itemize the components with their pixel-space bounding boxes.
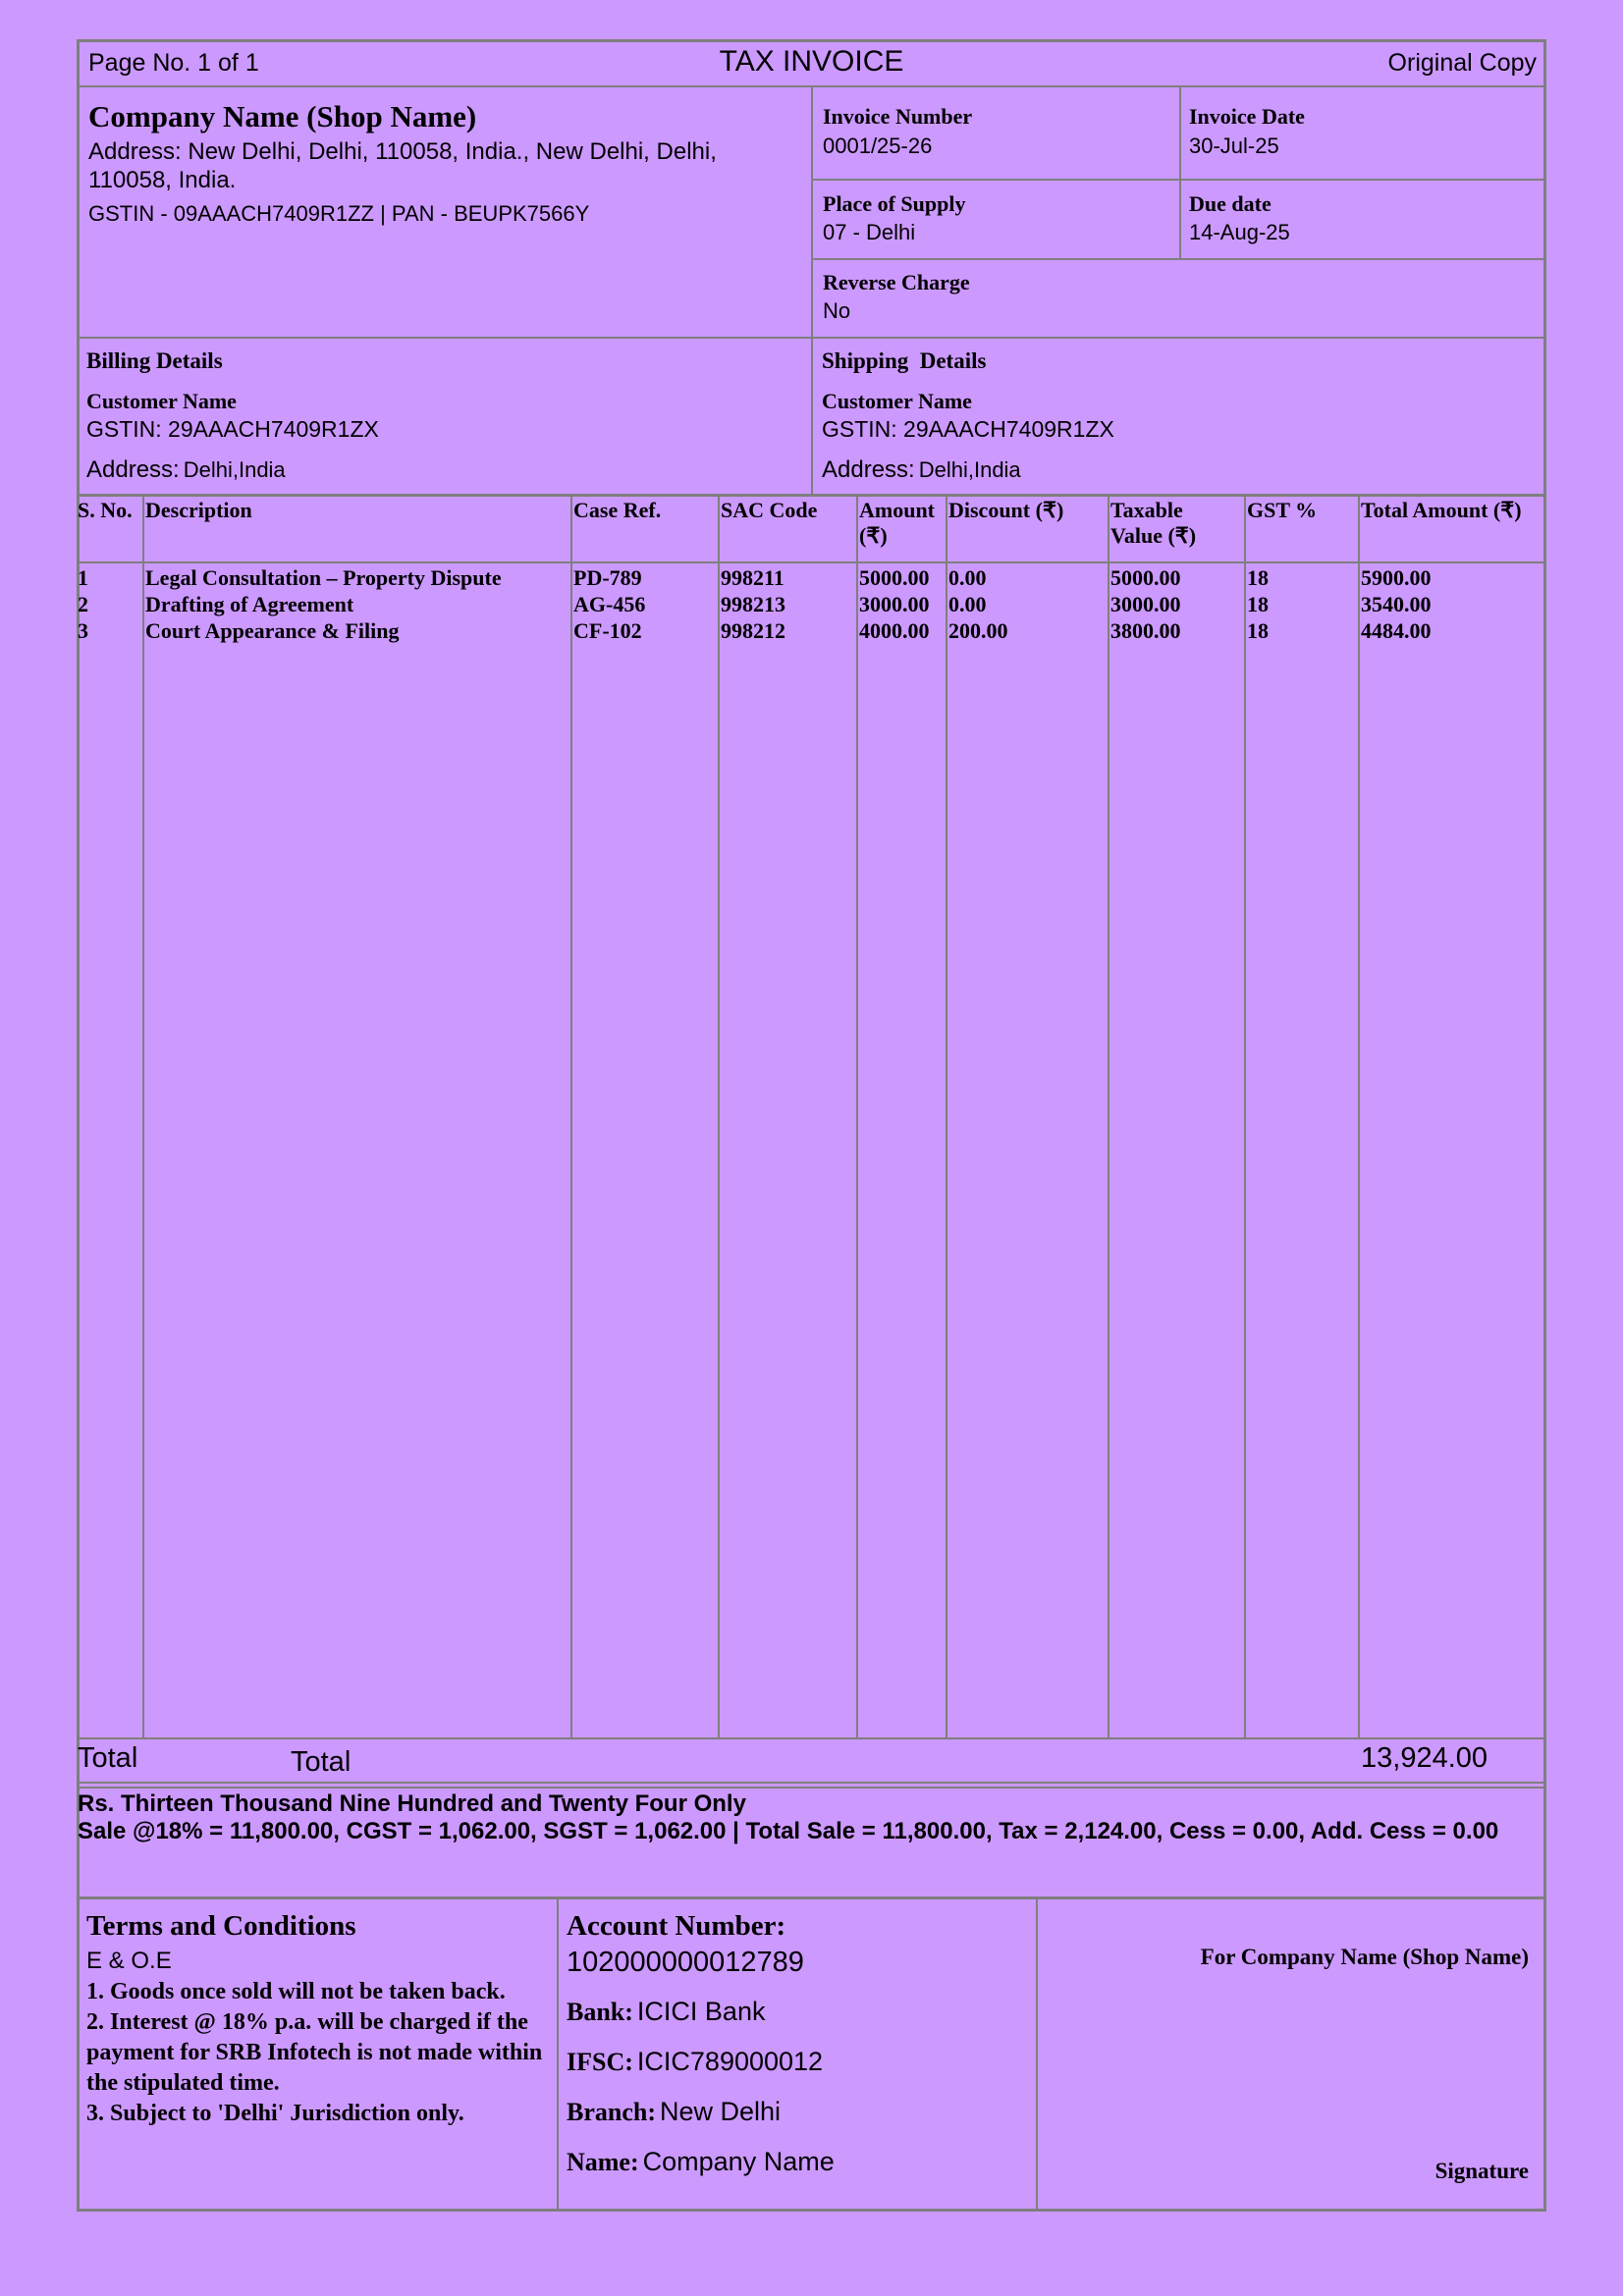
bank-row xyxy=(567,1995,765,2033)
cell-total: 3540.00 xyxy=(1361,592,1432,616)
invoice-date-label: Invoice Date xyxy=(1189,104,1305,129)
amount-in-words: Rs. Thirteen Thousand Nine Hundred and Twenty Four Only xyxy=(78,1790,746,1817)
reverse-charge-label: Reverse Charge xyxy=(823,270,970,294)
cell-gst: 18 xyxy=(1247,565,1269,590)
cell-discount: 200.00 xyxy=(948,618,1008,643)
invoice-number-label: Invoice Number xyxy=(823,104,973,129)
place-of-supply-label: Place of Supply xyxy=(823,191,966,216)
total-label-left: Total xyxy=(78,1742,138,1774)
cell-sno: 1 xyxy=(78,565,88,590)
for-company-label: For Company Name (Shop Name) xyxy=(1200,1945,1529,1969)
billing-address-value: Delhi,India xyxy=(183,457,286,482)
shipping-customer-name: Customer Name xyxy=(822,389,972,413)
shipping-heading: Shipping Details xyxy=(822,348,987,373)
account-name-label: Name: xyxy=(567,2148,639,2176)
page-number: Page No. 1 of 1 xyxy=(88,49,259,77)
col-header-amount-line1: Amount xyxy=(859,498,936,522)
terms-list xyxy=(86,1977,548,2129)
company-name: Company Name (Shop Name) xyxy=(88,99,477,133)
company-address: Address: New Delhi, Delhi, 110058, India., New Delhi, Delhi, 110058, India. xyxy=(88,138,717,193)
col-header-case-ref: Case Ref. xyxy=(573,498,662,522)
account-name-value: Company Name xyxy=(642,2147,835,2176)
cell-description: Court Appearance & Filing xyxy=(145,618,400,643)
col-header-sac-code: SAC Code xyxy=(721,498,818,522)
invoice-number-value: 0001/25-26 xyxy=(823,133,933,158)
cell-gst: 18 xyxy=(1247,592,1269,616)
cell-sno: 2 xyxy=(78,592,88,616)
tax-summary: Sale @18% = 11,800.00, CGST = 1,062.00, SGST = 1,062.00 | Total Sale = 11,800.00, Tax = 2,124.00, Cess = 0.00, Add. Cess = 0.00 xyxy=(78,1818,1499,1844)
cell-taxable: 3800.00 xyxy=(1110,618,1181,643)
invoice-date-value: 30-Jul-25 xyxy=(1189,133,1279,158)
billing-address-label: Address: xyxy=(86,456,180,483)
cell-sno: 3 xyxy=(78,618,88,643)
ifsc-value: ICIC789000012 xyxy=(636,2047,824,2076)
branch-value: New Delhi xyxy=(660,2097,782,2126)
cell-total: 5900.00 xyxy=(1361,565,1432,590)
col-header-description: Description xyxy=(145,498,252,522)
col-header-taxable-line2: Value (₹) xyxy=(1110,523,1197,548)
cell-description: Drafting of Agreement xyxy=(145,592,354,616)
billing-address xyxy=(86,456,286,487)
ifsc-label: IFSC: xyxy=(567,2048,633,2076)
shipping-address-value: Delhi,India xyxy=(918,457,1021,482)
account-number-value: 102000000012789 xyxy=(567,1947,804,1978)
bank-label: Bank: xyxy=(567,1998,633,2026)
copy-type: Original Copy xyxy=(1387,49,1537,77)
ifsc-row xyxy=(567,2045,823,2083)
reverse-charge-value: No xyxy=(823,298,851,323)
document-title: TAX INVOICE xyxy=(719,45,904,78)
account-name-row xyxy=(567,2145,835,2183)
cell-sac-code: 998212 xyxy=(721,618,785,643)
terms-item: 3. Subject to 'Delhi' Jurisdiction only. xyxy=(86,2101,464,2126)
cell-taxable: 3000.00 xyxy=(1110,592,1181,616)
cell-case-ref: AG-456 xyxy=(573,592,646,616)
col-header-discount: Discount (₹) xyxy=(948,498,1064,522)
cell-case-ref: CF-102 xyxy=(573,618,642,643)
cell-discount: 0.00 xyxy=(948,592,987,616)
due-date-value: 14-Aug-25 xyxy=(1189,220,1290,244)
cell-amount: 3000.00 xyxy=(859,592,930,616)
due-date-label: Due date xyxy=(1189,191,1271,216)
place-of-supply-value: 07 - Delhi xyxy=(823,220,916,244)
cell-discount: 0.00 xyxy=(948,565,987,590)
col-header-sno: S. No. xyxy=(78,498,133,522)
branch-label: Branch: xyxy=(567,2098,656,2126)
shipping-address-label: Address: xyxy=(822,456,915,483)
cell-sac-code: 998211 xyxy=(721,565,784,590)
signature-label: Signature xyxy=(1434,2159,1529,2183)
company-gstin-pan: GSTIN - 09AAACH7409R1ZZ | PAN - BEUPK7566Y xyxy=(88,201,590,226)
branch-row xyxy=(567,2095,781,2133)
col-header-amount xyxy=(859,498,935,549)
total-label-mid: Total xyxy=(291,1746,352,1778)
bank-value: ICICI Bank xyxy=(636,1997,766,2026)
cell-gst: 18 xyxy=(1247,618,1269,643)
terms-item: 1. Goods once sold will not be taken back. xyxy=(86,1979,506,2004)
cell-case-ref: PD-789 xyxy=(573,565,642,590)
billing-gstin: GSTIN: 29AAACH7409R1ZX xyxy=(86,416,379,442)
col-header-total: Total Amount (₹) xyxy=(1361,498,1522,522)
terms-item: 2. Interest @ 18% p.a. will be charged if the payment for SRB Infotech is not made within the stipulated time. xyxy=(86,2009,543,2096)
cell-amount: 4000.00 xyxy=(859,618,930,643)
col-header-amount-line2: (₹) xyxy=(859,523,888,548)
terms-heading: Terms and Conditions xyxy=(86,1910,356,1942)
terms-eoe: E & O.E xyxy=(86,1948,172,1974)
cell-description: Legal Consultation – Property Dispute xyxy=(145,565,502,590)
billing-customer-name: Customer Name xyxy=(86,389,237,413)
cell-sac-code: 998213 xyxy=(721,592,785,616)
account-number-label: Account Number: xyxy=(567,1910,786,1942)
col-header-taxable-line1: Taxable xyxy=(1110,498,1183,522)
grand-total: 13,924.00 xyxy=(1361,1742,1488,1774)
col-header-taxable xyxy=(1110,498,1196,549)
cell-amount: 5000.00 xyxy=(859,565,930,590)
cell-total: 4484.00 xyxy=(1361,618,1432,643)
cell-taxable: 5000.00 xyxy=(1110,565,1181,590)
shipping-gstin: GSTIN: 29AAACH7409R1ZX xyxy=(822,416,1114,442)
billing-heading: Billing Details xyxy=(86,348,223,373)
shipping-address xyxy=(822,456,1021,487)
col-header-gst: GST % xyxy=(1247,498,1318,522)
